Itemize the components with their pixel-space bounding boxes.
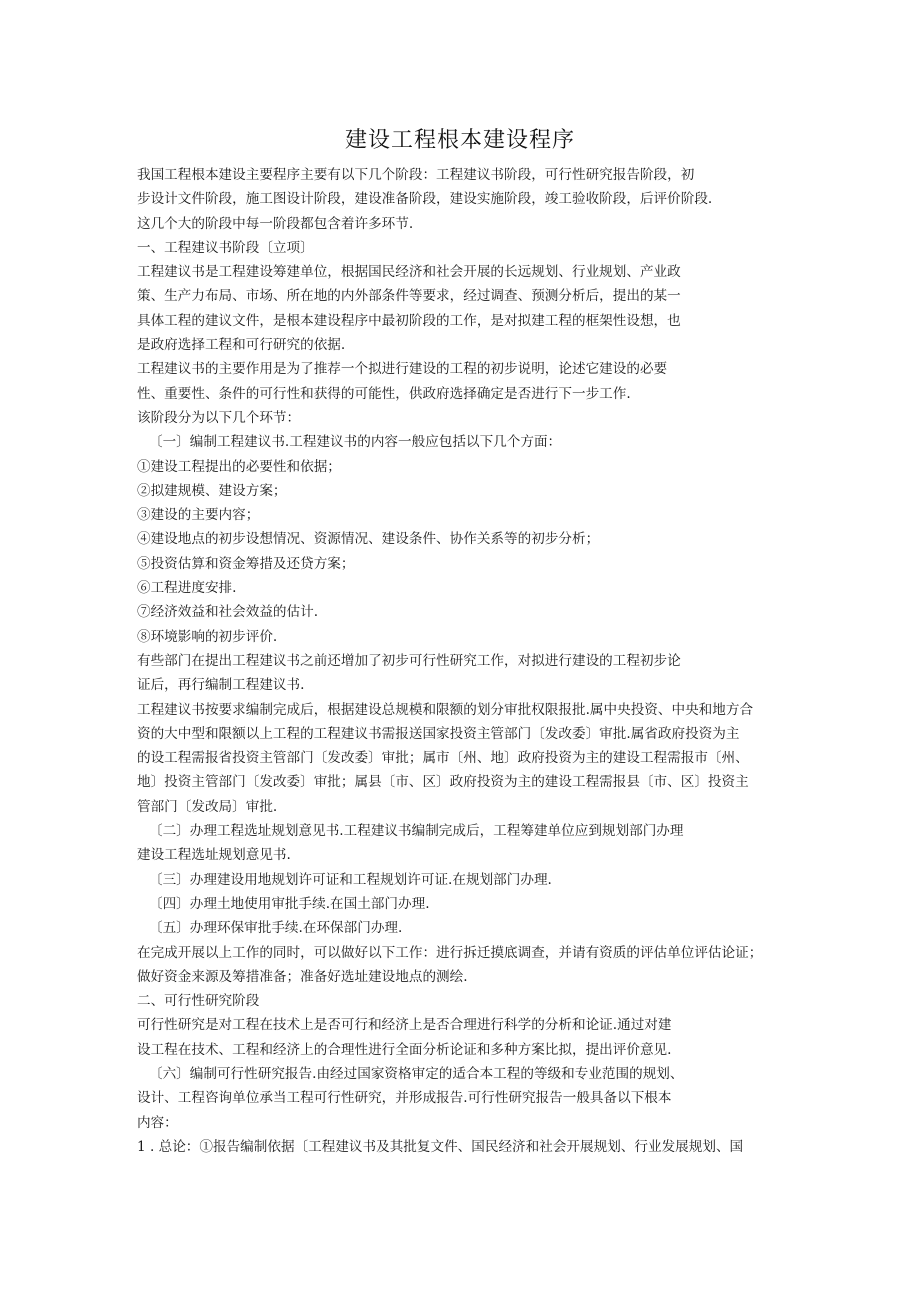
text-line: 设计、工程咨询单位承当工程可行性研究，并形成报告.可行性研究报告一般具备以下根本	[137, 1090, 672, 1107]
document-title: 建设工程根本建设程序	[344, 128, 575, 153]
text-line: 〔一〕编制工程建议书.工程建议书的内容一般应包括以下几个方面：	[149, 434, 562, 451]
text-line: 在完成开展以上工作的同时，可以做好以下工作：进行拆迁摸底调查，并请有资质的评估单位评估论证；	[137, 944, 763, 961]
text-line: 是政府选择工程和可行研究的依据.	[137, 337, 346, 354]
text-line: 有些部门在提出工程建议书之前还增加了初步可行性研究工作，对拟进行建设的工程初步论	[137, 652, 681, 669]
text-line: 二、可行性研究阶段	[137, 993, 260, 1010]
text-line: 内容：	[137, 1114, 178, 1131]
text-line: ⑥工程进度安排.	[137, 580, 237, 597]
text-line: 该阶段分为以下几个环节：	[137, 409, 301, 426]
text-line: 〔四〕办理土地使用审批手续.在国土部门办理.	[149, 895, 430, 912]
text-line: 性、重要性、条件的可行性和获得的可能性，供政府选择确定是否进行下一步工作.	[137, 385, 631, 402]
text-line: ⑧环境影响的初步评价.	[137, 628, 278, 645]
text-line: 〔二〕办理工程选址规划意见书.工程建议书编制完成后，工程筹建单位应到规划部门办理	[149, 823, 684, 840]
text-line: 建设工程选址规划意见书.	[137, 847, 291, 864]
text-line: 做好资金来源及筹措准备；准备好选址建设地点的测绘.	[137, 968, 468, 985]
text-line: 工程建议书的主要作用是为了推荐一个拟进行建设的工程的初步说明，论述它建设的必要	[137, 361, 668, 378]
text-line: 1 . 总论：①报告编制依据〔工程建议书及其批复文件、国民经济和社会开展规划、行业发展规划、国	[137, 1138, 744, 1155]
text-line: 证后，再行编制工程建议书.	[137, 677, 305, 694]
document-body	[137, 163, 787, 1159]
text-line: 〔三〕办理建设用地规划许可证和工程规划许可证.在规划部门办理.	[149, 871, 552, 888]
text-line: 工程建议书按要求编制完成后，根据建设总规模和限额的划分审批权限报批.属中央投资、中央和地方合	[137, 701, 754, 718]
text-line: ①建设工程提出的必要性和依据；	[137, 458, 341, 475]
text-line: 可行性研究是对工程在技术上是否可行和经济上是否合理进行科学的分析和论证.通过对建	[137, 1017, 672, 1034]
text-line: 步设计文件阶段，施工图设计阶段，建设准备阶段，建设实施阶段，竣工验收阶段，后评价阶段.	[137, 191, 713, 208]
text-line: 这几个大的阶段中每一阶段都包含着许多环节.	[137, 215, 414, 232]
text-line: 一、工程建议书阶段〔立项〕	[137, 239, 314, 256]
text-line: 〔五〕办理环保审批手续.在环保部门办理.	[149, 920, 403, 937]
text-line: 〔六〕编制可行性研究报告.由经过国家资格审定的适合本工程的等级和专业范围的规划、	[149, 1065, 684, 1082]
text-line: 具体工程的建议文件，是根本建设程序中最初阶段的工作，是对拟建工程的框架性设想，也	[137, 312, 681, 329]
text-line: 的设工程需报省投资主管部门〔发改委〕审批；属市〔州、地〕政府投资为主的建设工程需报市〔州、	[137, 750, 749, 767]
text-line: ③建设的主要内容；	[137, 507, 260, 524]
text-line: 地〕投资主管部门〔发改委〕审批；属县〔市、区〕政府投资为主的建设工程需报县〔市、区〕投资主	[137, 774, 749, 791]
text-line: 管部门〔发改局〕审批.	[137, 798, 278, 815]
text-line: ②拟建规模、建设方案；	[137, 482, 287, 499]
text-line: ⑦经济效益和社会效益的估计.	[137, 604, 319, 621]
text-line: 策、生产力布局、市场、所在地的内外部条件等要求，经过调查、预测分析后，提出的某一	[137, 288, 681, 305]
text-line: 资的大中型和限额以上工程的工程建议书需报送国家投资主管部门〔发改委〕审批.属省政府投资为主	[137, 725, 740, 742]
text-line: ④建设地点的初步设想情况、资源情况、建设条件、协作关系等的初步分析；	[137, 531, 600, 548]
text-line: 我国工程根本建设主要程序主要有以下几个阶段：工程建议书阶段，可行性研究报告阶段，初	[137, 167, 695, 183]
text-line: ⑤投资估算和资金筹措及还贷方案；	[137, 555, 355, 572]
text-line: 工程建议书是工程建设筹建单位，根据国民经济和社会开展的长远规划、行业规划、产业政	[137, 264, 681, 281]
text-line: 设工程在技术、工程和经济上的合理性进行全面分析论证和多种方案比拟，提出评价意见.	[137, 1041, 672, 1058]
